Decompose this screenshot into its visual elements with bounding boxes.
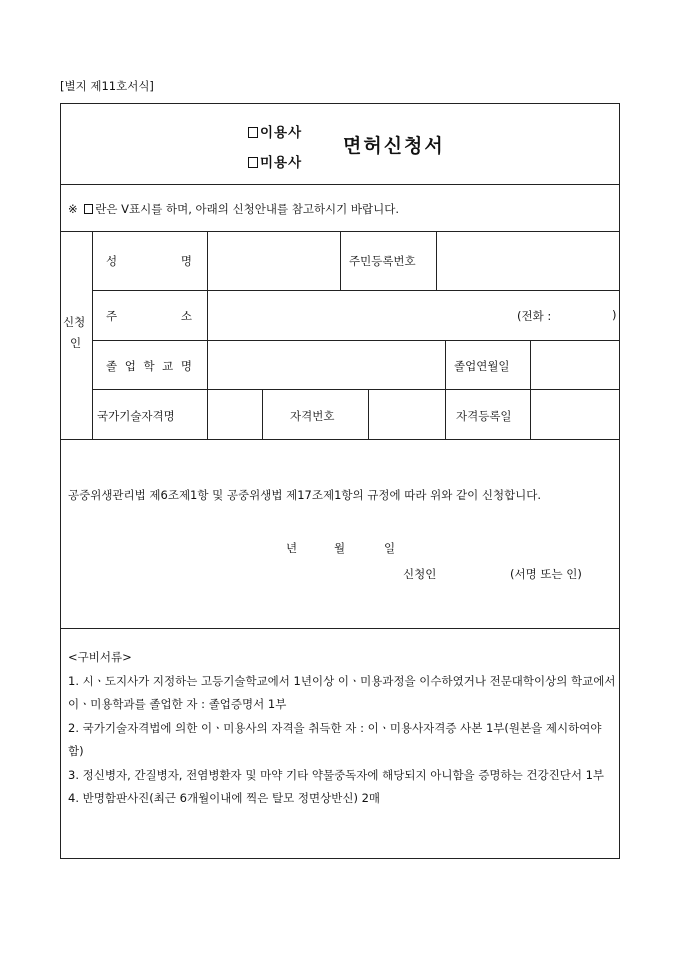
notice-line: [68, 201, 399, 217]
school-name-label: 졸 업 학 교 명: [106, 359, 192, 373]
cert-number-field[interactable]: [369, 390, 444, 438]
form-number-label: [별지 제11호서식]: [60, 79, 154, 93]
applicant-signature-label: 신청인: [403, 567, 437, 581]
required-documents: [68, 646, 617, 811]
form-title: 면허신청서: [343, 135, 445, 157]
graduation-date-label: 졸업연월일: [454, 359, 510, 373]
date-year-label: 년: [286, 541, 298, 555]
reference-mark: ※: [68, 202, 78, 216]
signature-hint: (서명 또는 인): [510, 567, 582, 581]
document-item: 4. 반명함판사진(최근 6개월이내에 찍은 탈모 정면상반신) 2매: [68, 791, 381, 805]
applicant-group-label: 신청: [63, 315, 86, 329]
divider: [60, 184, 620, 185]
document-item: 2. 국가기술자격법에 의한 이ㆍ미용사의 자격을 취득한 자 : 이ㆍ미용사자격증 사본 1부(원본을 제시하여야 함): [68, 720, 602, 758]
barber-option[interactable]: [248, 121, 302, 141]
declaration-text: 공중위생관리법 제6조제1항 및 공중위생법 제17조제1항의 규정에 따라 위와 같이 신청합니다.: [68, 488, 542, 502]
cert-number-label: 자격번호: [290, 409, 335, 423]
applicant-group-label-2: 인: [70, 336, 82, 350]
rrn-field[interactable]: [437, 232, 619, 289]
school-name-field[interactable]: [208, 341, 444, 388]
divider: [60, 439, 620, 440]
cert-name-label: 국가기술자격명: [97, 409, 175, 423]
cert-name-field[interactable]: [208, 390, 261, 438]
hairdresser-option-label: 미용사: [260, 155, 303, 171]
document-item: 3. 정신병자, 간질병자, 전염병환자 및 마약 기타 약물중독자에 해당되지 아니함을 증명하는 건강진단서 1부: [68, 767, 605, 782]
phone-close: ): [612, 308, 617, 322]
address-label: 주 소: [106, 309, 192, 323]
cert-registration-label: 자격등록일: [456, 409, 512, 423]
divider: [92, 231, 93, 439]
graduation-date-field[interactable]: [531, 341, 619, 388]
date-day-label: 일: [384, 541, 396, 555]
barber-option-label: 이용사: [260, 125, 303, 141]
document-item: 1. 시ㆍ도지사가 지정하는 고등기술학교에서 1년이상 이ㆍ미용과정을 이수하였거나 전문대학이상의 학교에서 이ㆍ미용학과를 졸업한 자 : 졸업증명서 1부: [68, 673, 616, 711]
divider: [445, 340, 446, 439]
name-field[interactable]: [208, 232, 339, 289]
divider: [340, 231, 341, 290]
name-label: 성 명: [106, 254, 192, 268]
hairdresser-checkbox[interactable]: [248, 157, 258, 168]
divider: [262, 389, 263, 439]
hairdresser-option[interactable]: [248, 151, 302, 171]
date-month-label: 월: [334, 541, 346, 555]
notice-text: 란은 V표시를 하며, 아래의 신청안내를 참고하시기 바랍니다.: [95, 202, 400, 216]
divider: [60, 628, 620, 629]
rrn-label: 주민등록번호: [349, 254, 416, 268]
address-field[interactable]: [208, 291, 619, 339]
cert-registration-field[interactable]: [531, 390, 619, 438]
documents-heading: <구비서류>: [68, 650, 132, 664]
checkbox-icon: [84, 204, 93, 214]
barber-checkbox[interactable]: [248, 127, 258, 138]
phone-label: (전화 :: [517, 309, 552, 323]
